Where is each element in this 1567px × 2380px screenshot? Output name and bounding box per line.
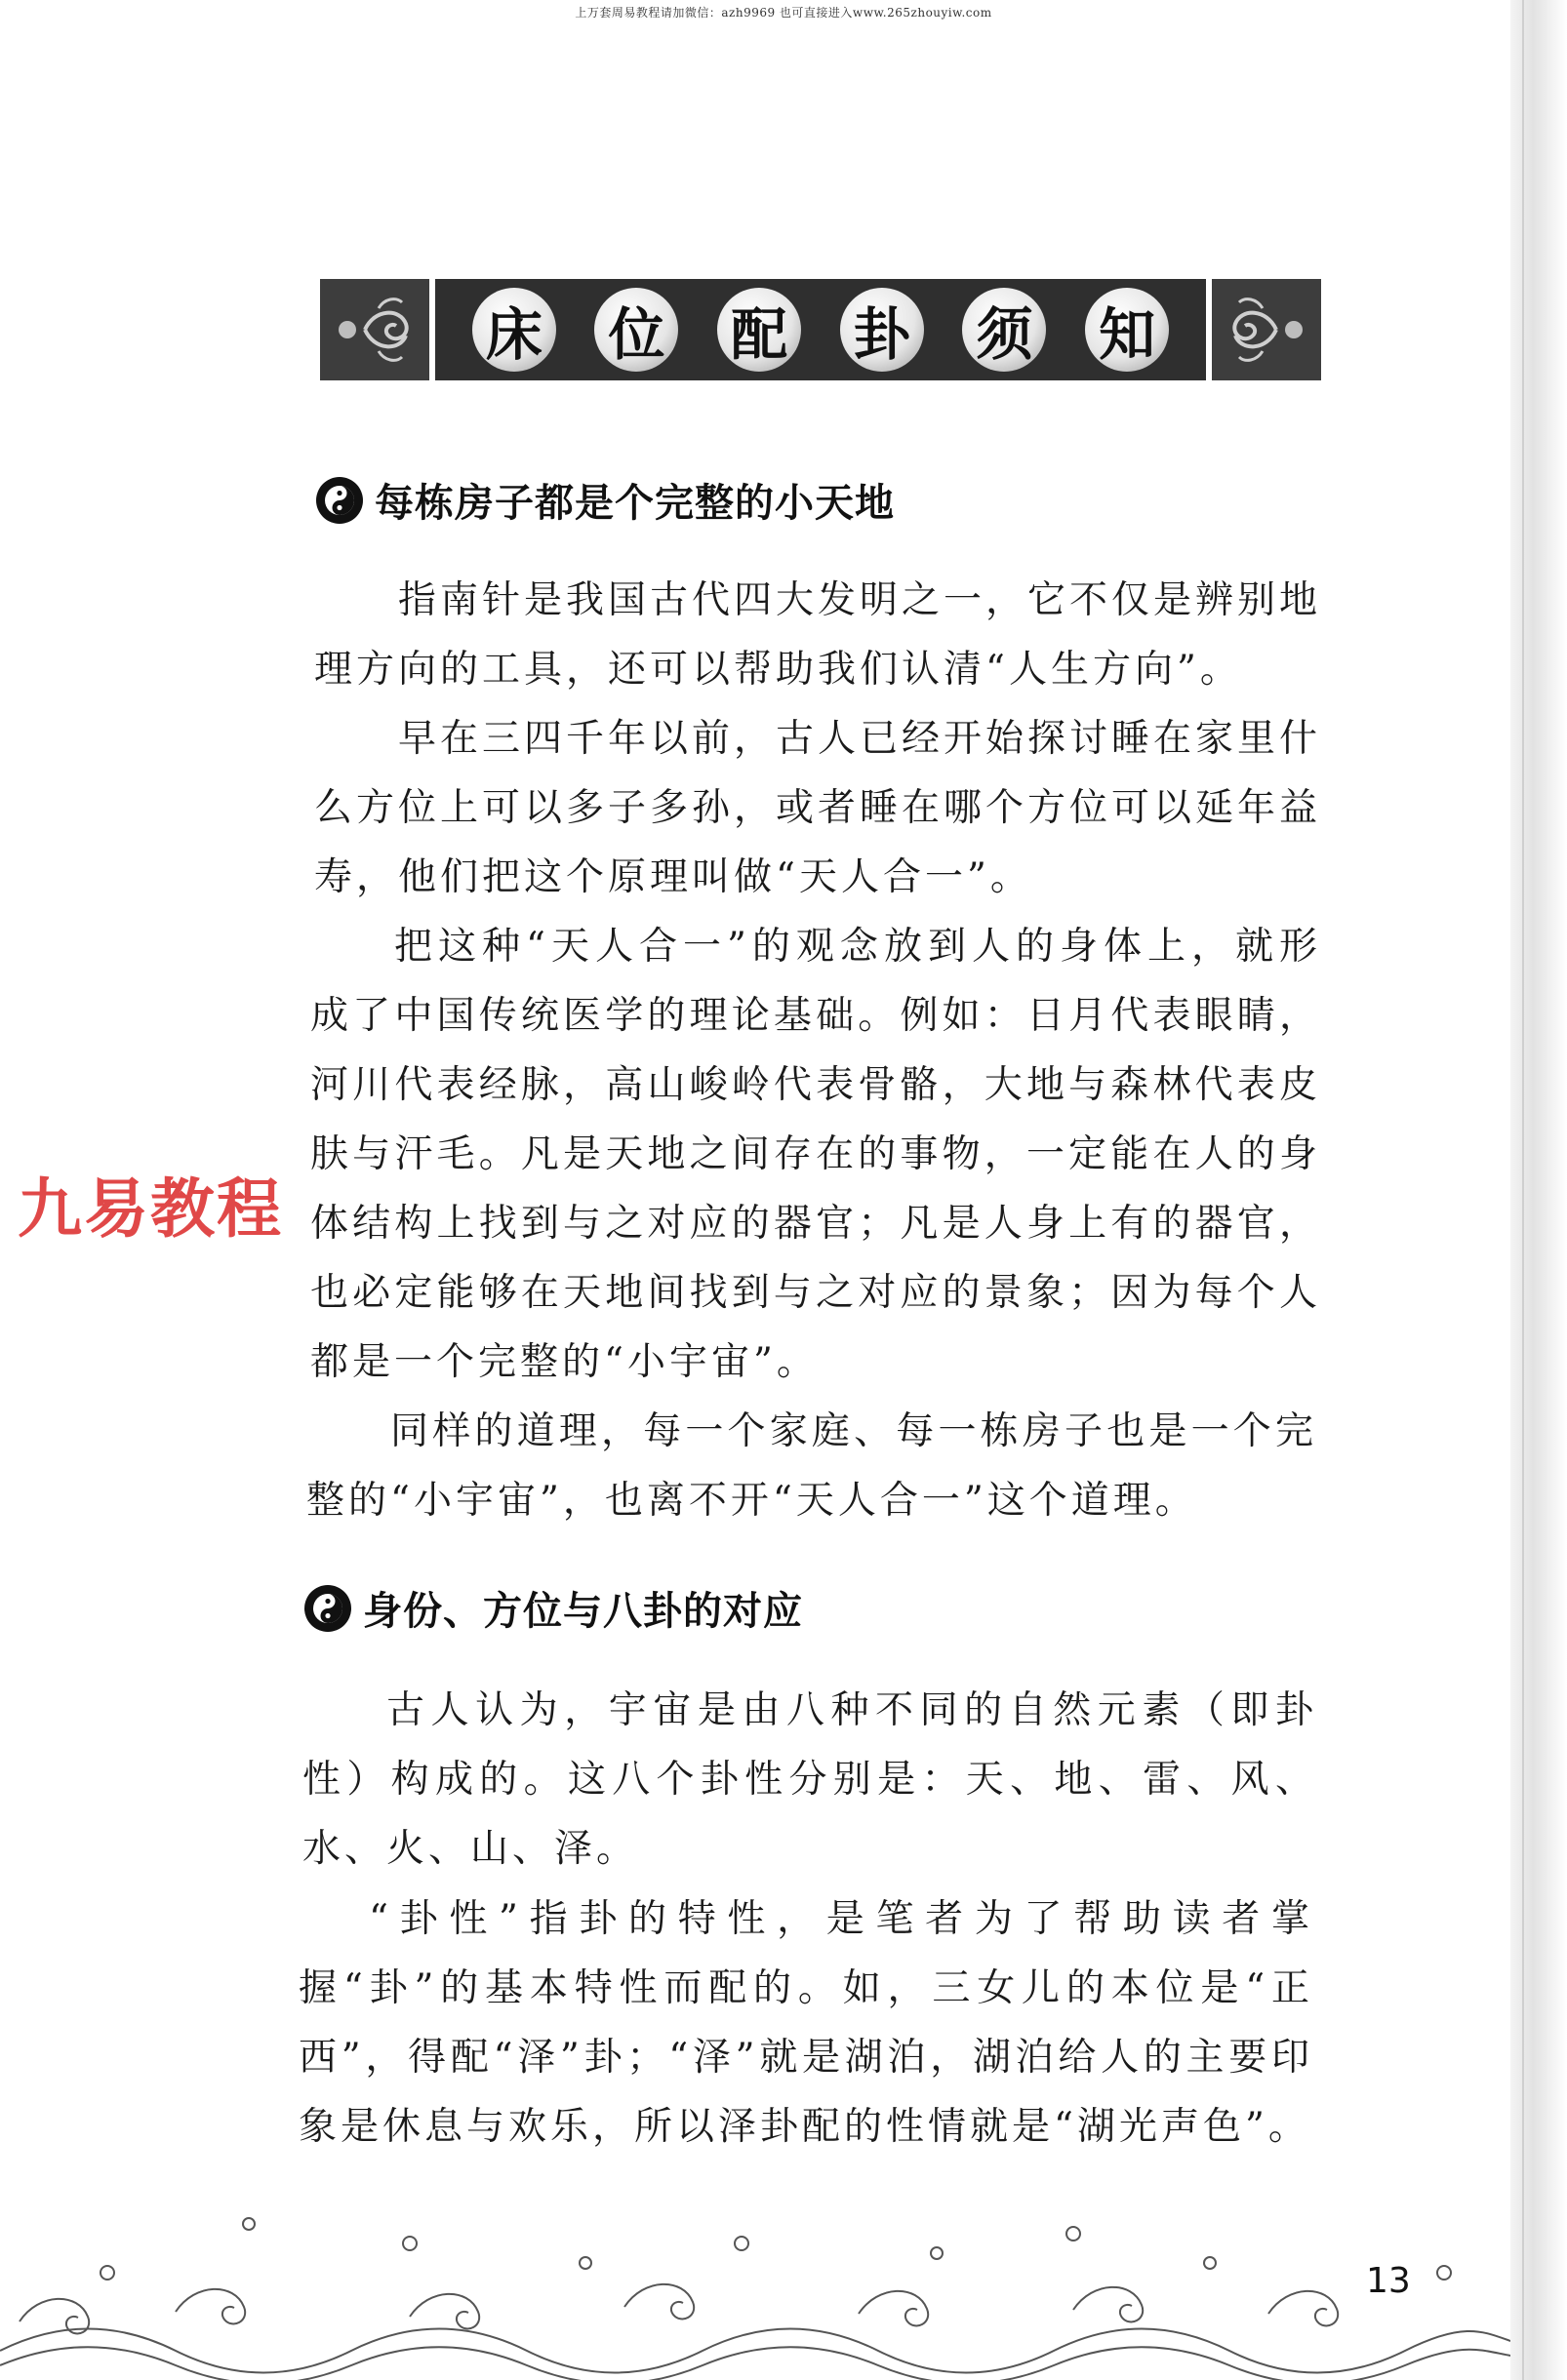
title-char: 位: [594, 288, 678, 372]
page-number: 13: [1366, 2261, 1411, 2301]
taiji-icon: [302, 1583, 353, 1634]
taiji-icon: [314, 475, 365, 526]
banner-right-ornament: [1212, 279, 1321, 380]
title-char: 床: [472, 288, 556, 372]
wave-pattern-decoration: [0, 2204, 1510, 2380]
section-heading: [302, 1580, 803, 1636]
title-banner: [320, 279, 1321, 380]
paragraph: 指南针是我国古代四大发明之一，它不仅是辨别地理方向的工具，还可以帮助我们认清“人生方向”。: [314, 578, 1322, 692]
title-char: 知: [1085, 288, 1169, 372]
title-char: 卦: [840, 288, 924, 372]
paragraph: 古人认为，宇宙是由八种不同的自然元素（即卦性）构成的。这八个卦性分别是：天、地、雷、风、水、火、山、泽。: [302, 1688, 1317, 1871]
paragraph: 早在三四千年以前，古人已经开始探讨睡在家里什么方位上可以多子多孙，或者睡在哪个方位可以延年益寿，他们把这个原理叫做“天人合一”。: [314, 717, 1322, 899]
section-heading: [314, 472, 895, 528]
watermark: 九易教程: [18, 1171, 283, 1247]
section-heading-text: 每栋房子都是个完整的小天地: [375, 481, 895, 526]
paragraph: 同样的道理，每一个家庭、每一栋房子也是一个完整的“小宇宙”，也离不开“天人合一”这个道理。: [306, 1409, 1317, 1523]
cloud-ornament-icon: [320, 279, 429, 380]
title-char: 配: [717, 288, 801, 372]
page-edge-line: [1522, 0, 1524, 2380]
cloud-ornament-icon: [1212, 279, 1321, 380]
paragraph: “卦性”指卦的特性，是笔者为了帮助读者掌握“卦”的基本特性而配的。如，三女儿的本位是“正西”，得配“泽”卦；“泽”就是湖泊，湖泊给人的主要印象是休息与欢乐，所以泽卦配的性情就是“湖光声色”。: [299, 1897, 1313, 2149]
paragraph: 把这种“天人合一”的观念放到人的身体上，就形成了中国传统医学的理论基础。例如：日月代表眼睛，河川代表经脉，高山峻岭代表骨骼，大地与森林代表皮肤与汗毛。凡是天地之间存在的事物，一定能在人的身体结构上找到与之对应的器官；凡是人身上有的器官，也必定能够在天地间找到与之对应的景象；因为每个人都是一个完整的“小宇宙”。: [310, 925, 1321, 1384]
banner-title: [435, 279, 1206, 380]
title-char: 须: [962, 288, 1046, 372]
page-edge: [1510, 0, 1567, 2380]
top-note: 上万套周易教程请加微信：azh9969 也可直接进入www.265zhouyiw.com: [575, 6, 992, 20]
section-heading-text: 身份、方位与八卦的对应: [363, 1589, 803, 1634]
banner-left-ornament: [320, 279, 429, 380]
